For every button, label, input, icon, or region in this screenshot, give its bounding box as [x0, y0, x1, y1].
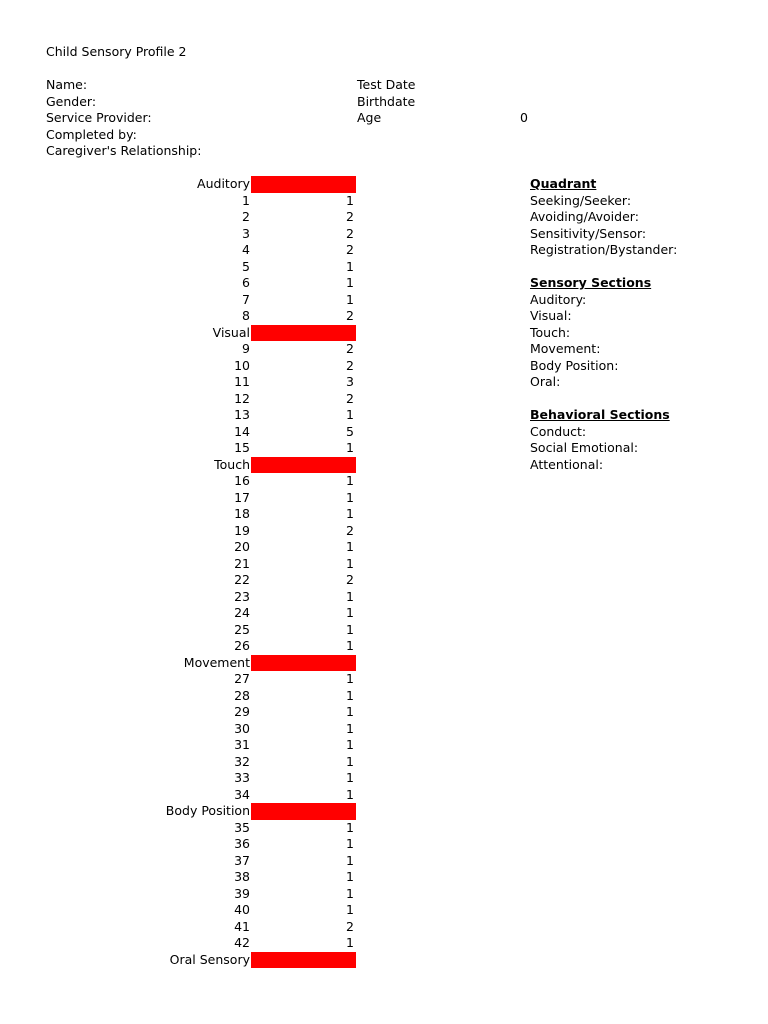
item-number: 31: [234, 737, 250, 752]
item-score: 2: [346, 522, 354, 538]
item-number: 6: [242, 275, 250, 290]
item-row: [0, 935, 400, 952]
item-score: 1: [346, 704, 354, 719]
item-row: [0, 671, 400, 688]
section-total-cell: [251, 655, 356, 672]
item-score: 1: [346, 489, 354, 505]
age-label: Age: [357, 110, 382, 125]
quadrant-item: Avoiding/Avoider:: [530, 209, 639, 224]
item-number: 11: [234, 374, 250, 389]
date-labels: [357, 77, 415, 127]
item-score: 2: [346, 918, 354, 934]
item-row: [0, 688, 400, 705]
item-row: [0, 242, 400, 259]
item-row: [0, 226, 400, 243]
section-row: [0, 803, 400, 820]
item-row: [0, 919, 400, 936]
item-score: 1: [346, 539, 354, 554]
item-score: 2: [346, 390, 354, 406]
item-number: 32: [234, 753, 250, 769]
item-row: [0, 886, 400, 903]
item-row: [0, 622, 400, 639]
item-row: [0, 572, 400, 589]
behavioral-section-item: Social Emotional:: [530, 440, 639, 455]
item-row: [0, 605, 400, 622]
item-number: 17: [234, 489, 250, 505]
item-score: 1: [346, 753, 354, 769]
item-row: [0, 853, 400, 870]
item-score: 1: [346, 407, 354, 422]
item-number: 8: [242, 308, 250, 323]
item-row: [0, 770, 400, 787]
item-row: [0, 440, 400, 457]
item-number: 36: [234, 836, 250, 851]
item-row: [0, 638, 400, 655]
section-row: [0, 952, 400, 969]
sensory-section-item: Body Position:: [530, 357, 619, 373]
item-row: [0, 539, 400, 556]
section-total-cell: [251, 803, 356, 820]
item-row: [0, 424, 400, 441]
item-row: [0, 902, 400, 919]
completed-by-label: Completed by:: [46, 126, 137, 142]
item-number: 7: [242, 291, 250, 307]
caregiver-relationship-label: Caregiver's Relationship:: [46, 143, 202, 158]
item-number: 19: [234, 522, 250, 538]
item-row: [0, 506, 400, 523]
item-score: 1: [346, 506, 354, 521]
item-row: [0, 787, 400, 804]
item-row: [0, 721, 400, 738]
item-number: 2: [242, 209, 250, 224]
item-number: 18: [234, 506, 250, 521]
item-number: 13: [234, 407, 250, 422]
item-row: [0, 869, 400, 886]
item-number: 24: [234, 605, 250, 620]
item-row: [0, 473, 400, 490]
item-row: [0, 292, 400, 309]
item-score: 1: [346, 687, 354, 703]
item-score: 1: [346, 605, 354, 620]
item-row: [0, 523, 400, 540]
section-row: [0, 655, 400, 672]
item-number: 25: [234, 621, 250, 637]
section-label: Touch: [214, 456, 250, 472]
behavioral-section-item: Conduct:: [530, 423, 587, 439]
item-number: 12: [234, 390, 250, 406]
item-row: [0, 556, 400, 573]
birthdate-label: Birthdate: [357, 93, 416, 109]
name-label: Name:: [46, 77, 88, 92]
item-score: 1: [346, 786, 354, 802]
item-number: 27: [234, 671, 250, 686]
item-row: [0, 737, 400, 754]
section-label: Movement: [183, 654, 250, 670]
behavioral-section-item: Attentional:: [530, 456, 604, 472]
item-row: [0, 259, 400, 276]
behavioral-sections-header: Behavioral Sections: [530, 407, 670, 422]
item-row: [0, 391, 400, 408]
sensory-section-item: Visual:: [530, 308, 572, 323]
item-score: 1: [346, 869, 354, 884]
gender-label: Gender:: [46, 93, 97, 109]
section-total-cell: [251, 176, 356, 193]
page-title: Child Sensory Profile 2: [46, 44, 187, 59]
item-number: 39: [234, 885, 250, 901]
item-row: [0, 754, 400, 771]
item-number: 30: [234, 720, 250, 736]
item-number: 16: [234, 473, 250, 488]
item-row: [0, 704, 400, 721]
sensory-section-item: Auditory:: [530, 291, 587, 307]
item-score: 2: [346, 341, 354, 356]
item-number: 42: [234, 935, 250, 950]
item-score: 5: [346, 423, 354, 439]
item-number: 28: [234, 687, 250, 703]
item-row: [0, 589, 400, 606]
section-label: Visual: [212, 324, 250, 340]
item-number: 10: [234, 357, 250, 373]
item-score: 1: [346, 621, 354, 637]
item-score: 2: [346, 308, 354, 323]
item-number: 23: [234, 588, 250, 604]
item-score: 1: [346, 902, 354, 917]
item-row: [0, 308, 400, 325]
item-row: [0, 836, 400, 853]
item-number: 5: [242, 258, 250, 274]
age-value: 0: [520, 110, 528, 125]
item-row: [0, 193, 400, 210]
item-number: 21: [234, 555, 250, 571]
quadrant-item: Sensitivity/Sensor:: [530, 225, 647, 241]
item-row: [0, 820, 400, 837]
sensory-sections-header: Sensory Sections: [530, 275, 652, 290]
quadrant-header: Quadrant: [530, 176, 597, 191]
test-date-label: Test Date: [357, 77, 416, 92]
item-score: 1: [346, 720, 354, 736]
item-score: 1: [346, 638, 354, 653]
item-score: 1: [346, 819, 354, 835]
item-number: 22: [234, 572, 250, 587]
summary-panel: [530, 176, 677, 473]
item-score: 2: [346, 357, 354, 373]
section-row: [0, 325, 400, 342]
item-score: 1: [346, 935, 354, 950]
sensory-section-item: Movement:: [530, 341, 601, 356]
item-row: [0, 407, 400, 424]
item-score: 2: [346, 242, 354, 257]
section-total-cell: [251, 952, 356, 969]
info-labels: [46, 77, 201, 160]
item-score: 1: [346, 885, 354, 901]
item-score: 1: [346, 258, 354, 274]
item-score: 1: [346, 588, 354, 604]
item-number: 34: [234, 786, 250, 802]
item-number: 3: [242, 225, 250, 241]
item-score: 1: [346, 275, 354, 290]
item-number: 41: [234, 918, 250, 934]
item-score: 1: [346, 192, 354, 208]
item-row: [0, 374, 400, 391]
section-label: Oral Sensory: [169, 951, 250, 967]
item-score: 2: [346, 225, 354, 241]
item-score: 1: [346, 291, 354, 307]
item-score: 1: [346, 852, 354, 868]
quadrant-item: Registration/Bystander:: [530, 242, 678, 257]
item-number: 29: [234, 704, 250, 719]
item-number: 40: [234, 902, 250, 917]
service-provider-label: Service Provider:: [46, 110, 152, 125]
item-row: [0, 490, 400, 507]
item-row: [0, 358, 400, 375]
item-score: 1: [346, 555, 354, 571]
item-score: 2: [346, 572, 354, 587]
item-score: 1: [346, 440, 354, 455]
item-number: 1: [242, 192, 250, 208]
item-score: 1: [346, 737, 354, 752]
item-score: 3: [346, 374, 354, 389]
section-label: Auditory: [197, 176, 250, 191]
item-number: 15: [234, 440, 250, 455]
item-number: 26: [234, 638, 250, 653]
sensory-section-item: Oral:: [530, 374, 561, 389]
item-number: 9: [242, 341, 250, 356]
item-number: 4: [242, 242, 250, 257]
quadrant-item: Seeking/Seeker:: [530, 192, 632, 208]
item-score: 1: [346, 671, 354, 686]
item-score-list: [0, 176, 400, 968]
item-row: [0, 275, 400, 292]
section-row: [0, 457, 400, 474]
item-number: 37: [234, 852, 250, 868]
section-total-cell: [251, 457, 356, 474]
item-number: 35: [234, 819, 250, 835]
sensory-section-item: Touch:: [530, 324, 571, 340]
item-row: [0, 209, 400, 226]
section-label: Body Position: [165, 803, 250, 818]
item-score: 1: [346, 473, 354, 488]
item-number: 20: [234, 539, 250, 554]
item-score: 2: [346, 209, 354, 224]
item-row: [0, 341, 400, 358]
item-number: 38: [234, 869, 250, 884]
item-score: 1: [346, 770, 354, 785]
item-score: 1: [346, 836, 354, 851]
section-row: [0, 176, 400, 193]
section-total-cell: [251, 325, 356, 342]
item-number: 33: [234, 770, 250, 785]
item-number: 14: [234, 423, 250, 439]
